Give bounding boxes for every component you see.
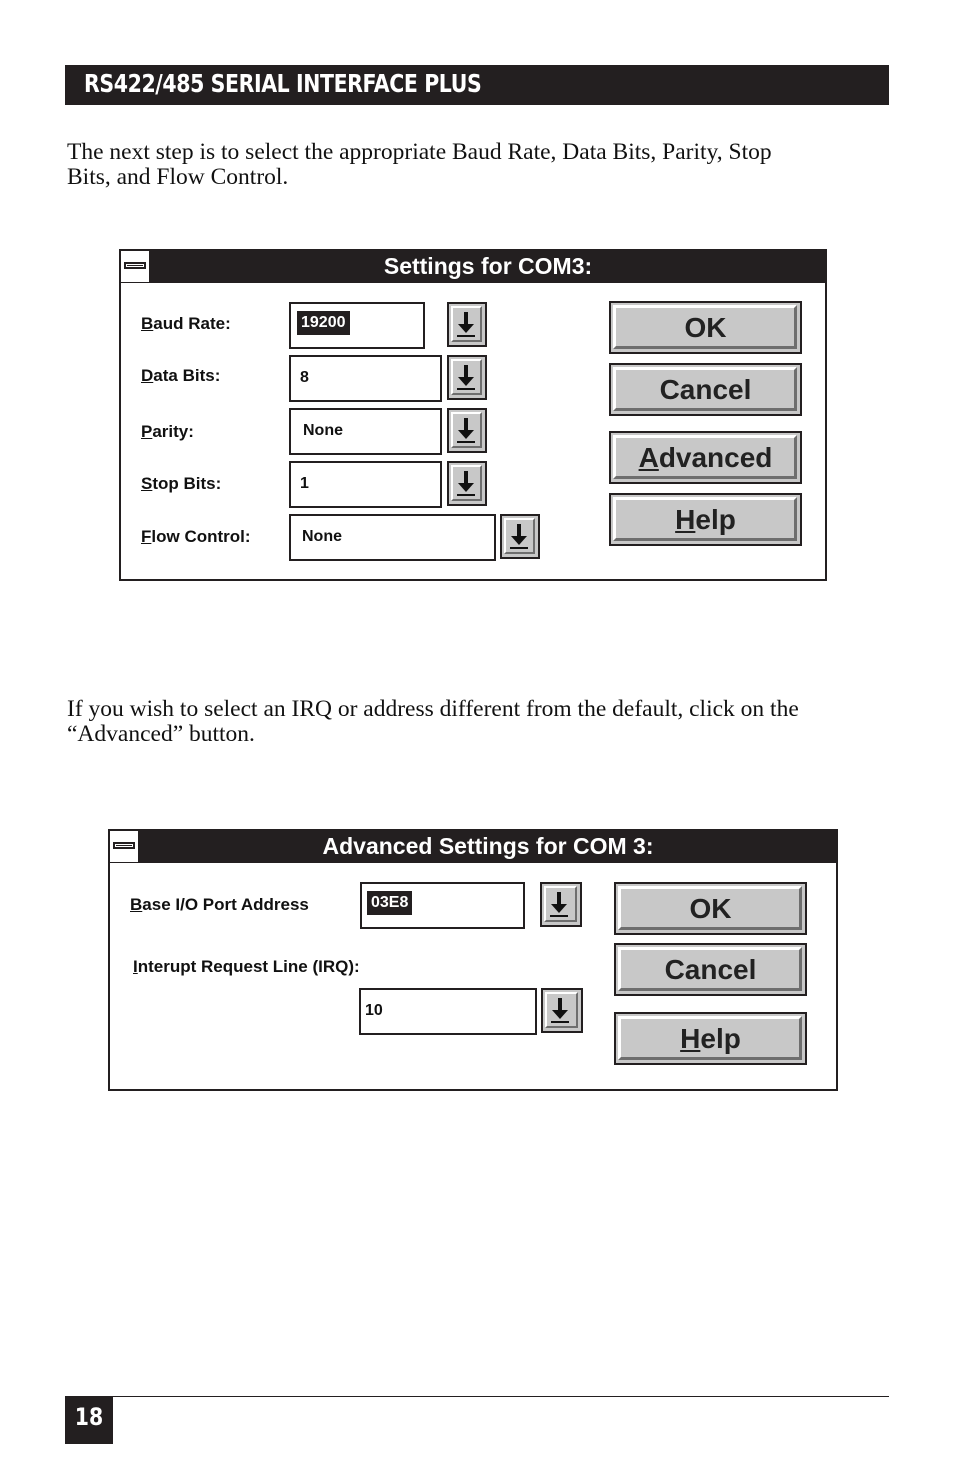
advanced-paragraph: If you wish to select an IRQ or address different from the default, click on the “Advanced” button.: [67, 696, 799, 747]
irq-field[interactable]: [359, 988, 537, 1035]
flow-control-label: Flow Control:: [141, 527, 251, 546]
intro-paragraph: The next step is to select the appropriate Baud Rate, Data Bits, Parity, Stop Bits, and Flow Control.: [67, 139, 772, 190]
data-bits-field[interactable]: [289, 355, 442, 402]
data-bits-label: Data Bits:: [141, 366, 221, 385]
advanced-dialog-title: Advanced Settings for COM 3:: [322, 833, 654, 859]
help-button[interactable]: [614, 1012, 807, 1065]
ok-button-label: OK: [684, 312, 727, 343]
header-title: RS422/485 SERIAL INTERFACE PLUS: [84, 69, 482, 98]
flow-control-dropdown-button[interactable]: [500, 514, 540, 559]
settings-dialog-titlebar: [121, 251, 825, 283]
parity-dropdown-button[interactable]: [447, 408, 487, 453]
baud-rate-field[interactable]: [289, 302, 425, 349]
irq-dropdown-button[interactable]: [541, 988, 583, 1033]
stop-bits-value: 1: [300, 475, 309, 492]
ok-button[interactable]: [609, 301, 802, 354]
page-number: 18: [74, 1403, 104, 1431]
baud-rate-value: 19200: [297, 311, 350, 335]
baud-rate-label: Baud Rate:: [141, 314, 231, 333]
base-io-dropdown-button[interactable]: [540, 882, 582, 927]
help-button-label: Help: [680, 1023, 741, 1054]
system-menu-icon[interactable]: [110, 831, 140, 862]
cancel-button[interactable]: [614, 943, 807, 996]
stop-bits-dropdown-button[interactable]: [447, 461, 487, 506]
parity-label: Parity:: [141, 422, 194, 441]
parity-value: None: [303, 422, 343, 439]
cancel-button-label: Cancel: [659, 374, 752, 405]
advanced-dialog-titlebar: [110, 831, 836, 863]
help-button-label: Help: [675, 504, 736, 535]
settings-dialog-title: Settings for COM3:: [383, 253, 593, 279]
system-menu-icon[interactable]: [121, 251, 151, 282]
base-io-field[interactable]: [360, 882, 525, 929]
advanced-settings-dialog: [108, 829, 838, 1091]
flow-control-value: None: [302, 528, 342, 545]
footer-rule: [65, 1396, 889, 1397]
settings-dialog: [119, 249, 827, 581]
data-bits-dropdown-button[interactable]: [447, 355, 487, 400]
irq-value: 10: [365, 1002, 383, 1019]
ok-button-label: OK: [689, 893, 732, 924]
parity-field[interactable]: [289, 408, 442, 455]
flow-control-field[interactable]: [289, 514, 496, 561]
help-button[interactable]: [609, 493, 802, 546]
baud-rate-dropdown-button[interactable]: [447, 302, 487, 347]
stop-bits-field[interactable]: [289, 461, 442, 508]
page-header: [65, 65, 889, 105]
ok-button[interactable]: [614, 882, 807, 935]
base-io-value: 03E8: [367, 891, 412, 915]
advanced-button[interactable]: [609, 431, 802, 484]
base-io-label: Base I/O Port Address: [130, 895, 309, 914]
cancel-button[interactable]: [609, 363, 802, 416]
stop-bits-label: Stop Bits:: [141, 474, 222, 493]
data-bits-value: 8: [300, 369, 309, 386]
page-number-box: [65, 1396, 113, 1444]
irq-label: Interupt Request Line (IRQ):: [133, 957, 360, 976]
advanced-button-label: Advanced: [638, 442, 773, 473]
cancel-button-label: Cancel: [664, 954, 757, 985]
